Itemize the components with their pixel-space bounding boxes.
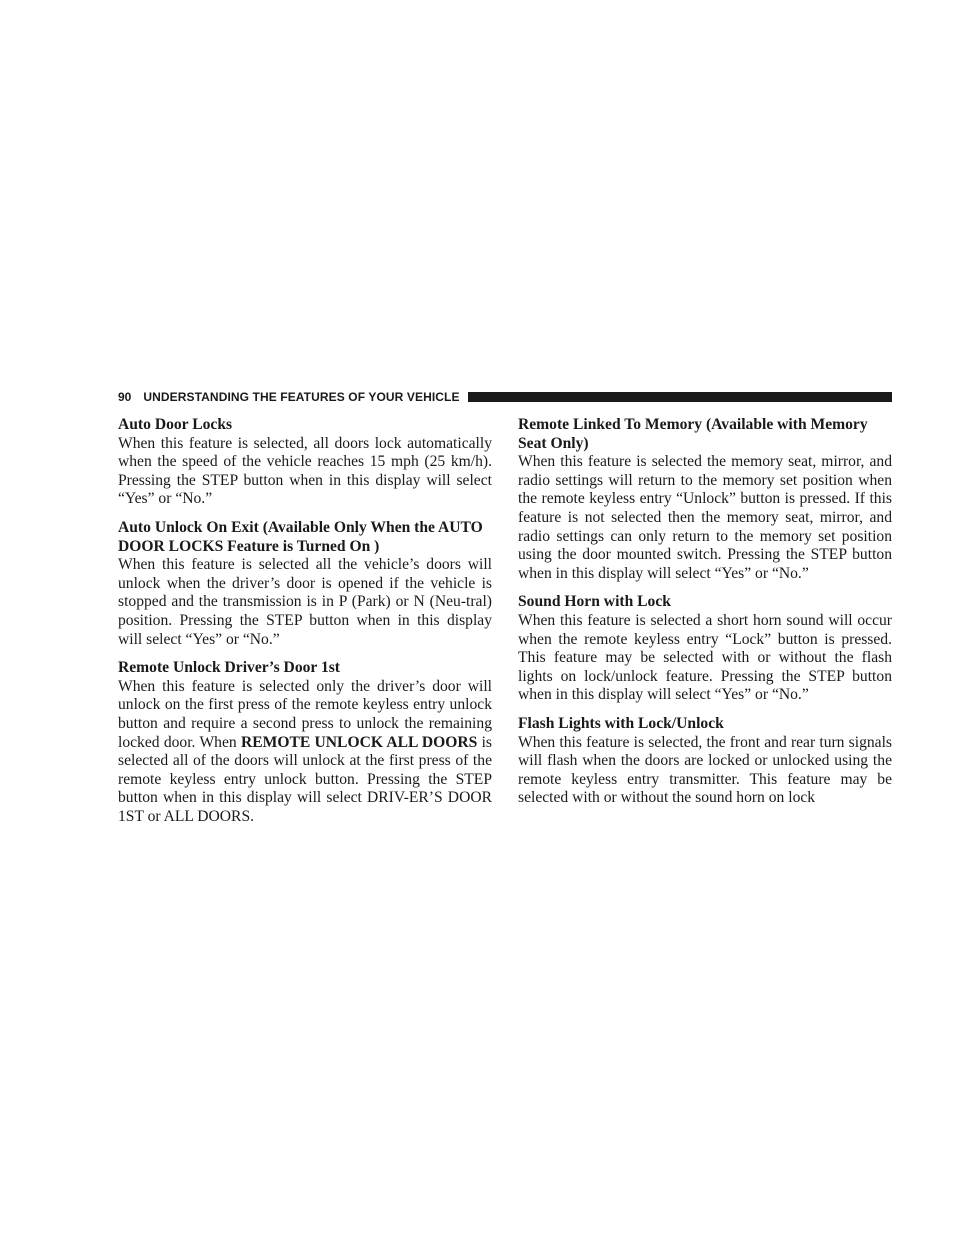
section-heading: Auto Door Locks	[118, 416, 233, 433]
section-heading: Remote Linked To Memory (Available with Memory Seat Only)	[518, 416, 868, 452]
section-flash-lights-with-lock	[518, 715, 892, 808]
section-heading: Flash Lights with Lock/Unlock	[518, 714, 724, 732]
section-body: When this feature is selected all the vehicle’s doors will unlock when the driver’s door is opened if the vehicle is stopped and the transmission is in P (Park) or N (Neu-tral) position. Pressing the STEP button when in this display will select “Yes” or “No.”	[118, 556, 492, 648]
body-text-part1: When this feature is selected only the driver’s door will unlock on the first press of the remote keyless entry unlock button and require a second press to unlock the remaining locked door. When	[118, 677, 492, 751]
page-header	[118, 388, 892, 406]
page-number: 90	[118, 390, 132, 404]
body-text-bold-setting: REMOTE UNLOCK ALL DOORS	[240, 733, 478, 751]
section-remote-linked-to-memory	[518, 416, 892, 583]
left-column	[118, 416, 492, 836]
section-remote-unlock-drivers-door	[118, 659, 492, 826]
section-body: When this feature is selected the memory seat, mirror, and radio settings will return to the memory set position when the remote keyless entry “Unlock” button is pressed. If this feature is not selected then the memory seat, mirror, and radio settings can only return to the memory set position using the door mounted switch. Pressing the STEP button when in this display will select “Yes” or “No.”	[518, 453, 892, 582]
section-auto-door-locks	[118, 416, 492, 509]
section-heading: Remote Unlock Driver’s Door 1st	[118, 659, 341, 677]
header-rule-bar	[468, 392, 892, 402]
section-body	[118, 678, 492, 827]
section-sound-horn-with-lock	[518, 593, 892, 705]
right-column	[518, 416, 892, 818]
section-body: When this feature is selected a short horn sound will occur when the remote keyless entry “Lock” button is pressed. This feature may be selected with or without the flash lights on lock/unlock feature. Pressing the STEP button when in this display will select “Yes” or “No.”	[518, 611, 892, 704]
section-auto-unlock-on-exit	[118, 519, 492, 649]
running-title: UNDERSTANDING THE FEATURES OF YOUR VEHICLE	[143, 390, 460, 404]
section-heading: Auto Unlock On Exit (Available Only When the AUTO DOOR LOCKS Feature is Turned On )	[118, 518, 483, 555]
section-body: When this feature is selected, all doors lock automatically when the speed of the vehicle reaches 15 mph (25 km/h). Pressing the STEP button when in this display will select “Yes” or “No.”	[118, 434, 492, 508]
section-body: When this feature is selected, the front and rear turn signals will flash when the doors are locked or unlocked using the remote keyless entry transmitter. This feature may be selected with or without the sound horn on lock	[518, 733, 892, 807]
body-text-part2: is selected all of the doors will unlock at the first press of the remote keyless entry unlock button. Pressing the STEP button when in this display will select DRIV-ER’S DOOR 1ST or ALL DOORS.	[118, 733, 492, 825]
section-heading: Sound Horn with Lock	[518, 593, 671, 611]
